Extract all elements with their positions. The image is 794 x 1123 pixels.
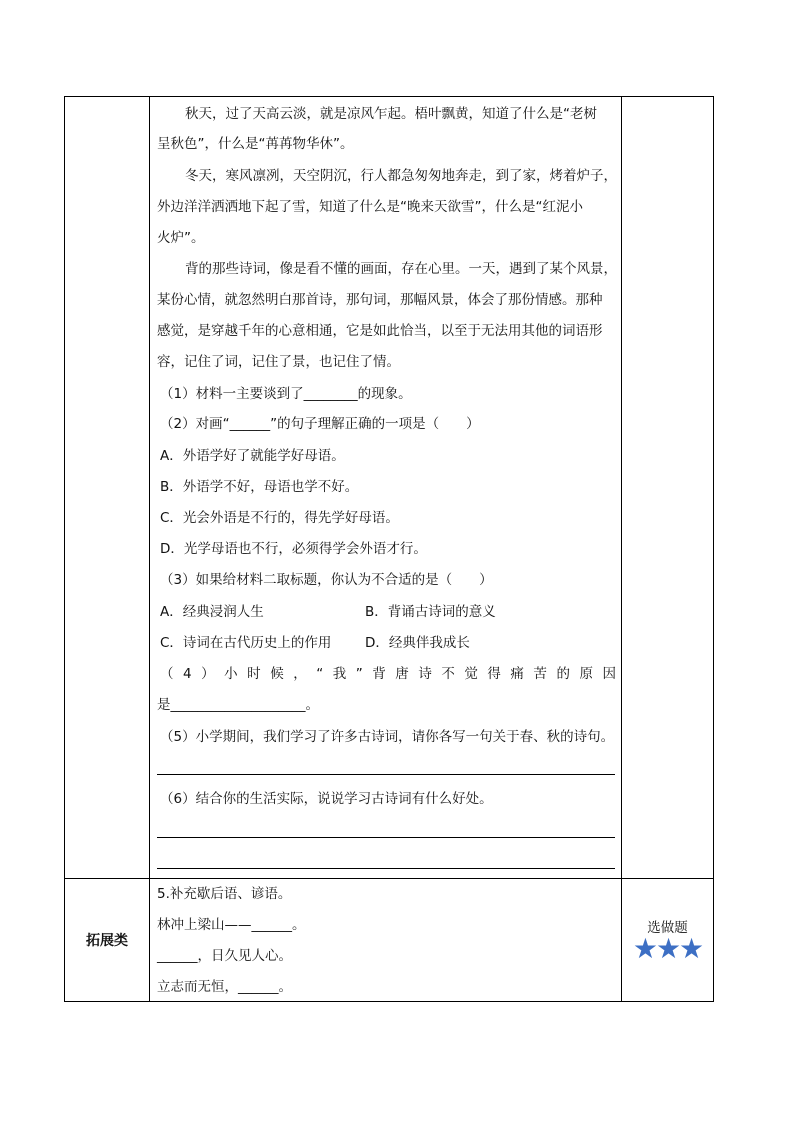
question-2: （2）对画“______”的句子理解正确的一项是（ ） bbox=[160, 416, 480, 432]
extension-title: 5.补充歇后语、谚语。 bbox=[157, 886, 292, 902]
passage-line: 某份心情，就忽然明白那首诗，那句词，那幅风景，体会了那份情感。那种 bbox=[157, 292, 603, 308]
question-4-continued: 是____________________。 bbox=[157, 697, 319, 713]
question-4: （4）小时候，“我”背唐诗不觉得痛苦的原因 bbox=[160, 666, 616, 682]
question-5: （5）小学期间，我们学习了许多古诗词，请你各写一句关于春、秋的诗句。 bbox=[160, 729, 615, 745]
answer-line[interactable] bbox=[157, 868, 615, 869]
option-c: C．光会外语是不行的，得先学好母语。 bbox=[160, 510, 399, 526]
proverb-line: 立志而无恒，______。 bbox=[157, 979, 292, 995]
option-a: A．外语学好了就能学好母语。 bbox=[160, 448, 345, 464]
worksheet-table bbox=[64, 96, 714, 1002]
passage-line: 呈秋色”，什么是“苒苒物华休”。 bbox=[157, 136, 354, 152]
passage-line: 容，记住了词，记住了景，也记住了情。 bbox=[157, 354, 400, 370]
option-a: A．经典浸润人生 bbox=[160, 604, 264, 620]
option-d: D．经典伴我成长 bbox=[365, 635, 470, 651]
category-label: 拓展类 bbox=[86, 933, 128, 949]
row-divider bbox=[65, 878, 713, 879]
option-b: B．背诵古诗词的意义 bbox=[365, 604, 496, 620]
passage-line: 外边洋洋洒洒地下起了雪，知道了什么是“晚来天欲雪”，什么是“红泥小 bbox=[157, 199, 583, 215]
optional-tag: 选做题 bbox=[647, 920, 688, 936]
option-d: D．光学母语也不行，必须得学会外语才行。 bbox=[160, 541, 427, 557]
question-3: （3）如果给材料二取标题，你认为不合适的是（ ） bbox=[160, 572, 493, 588]
answer-line[interactable] bbox=[157, 837, 615, 838]
answer-line[interactable] bbox=[157, 774, 615, 775]
passage-line: 感觉，是穿越千年的心意相通，它是如此恰当，以至于无法用其他的词语形 bbox=[157, 323, 603, 339]
passage-line: 火炉”。 bbox=[157, 230, 205, 246]
option-b: B．外语学不好，母语也学不好。 bbox=[160, 479, 359, 495]
column-divider-2 bbox=[621, 97, 622, 1001]
passage-line: 冬天，寒风凛冽，天空阴沉，行人都急匆匆地奔走，到了家，烤着炉子， bbox=[185, 168, 617, 184]
question-1: （1）材料一主要谈到了________的现象。 bbox=[160, 386, 412, 402]
passage-line: 背的那些诗词，像是看不懂的画面，存在心里。一天，遇到了某个风景， bbox=[185, 261, 617, 277]
proverb-line: 林冲上梁山——______。 bbox=[157, 917, 306, 933]
question-6: （6）结合你的生活实际，说说学习古诗词有什么好处。 bbox=[160, 791, 493, 807]
star-rating: ★★★ bbox=[632, 932, 703, 965]
proverb-line: ______，日久见人心。 bbox=[157, 948, 292, 964]
option-c: C．诗词在古代历史上的作用 bbox=[160, 635, 332, 651]
column-divider-1 bbox=[149, 97, 150, 1001]
passage-line: 秋天，过了天高云淡，就是凉风乍起。梧叶飘黄，知道了什么是“老树 bbox=[185, 106, 597, 122]
